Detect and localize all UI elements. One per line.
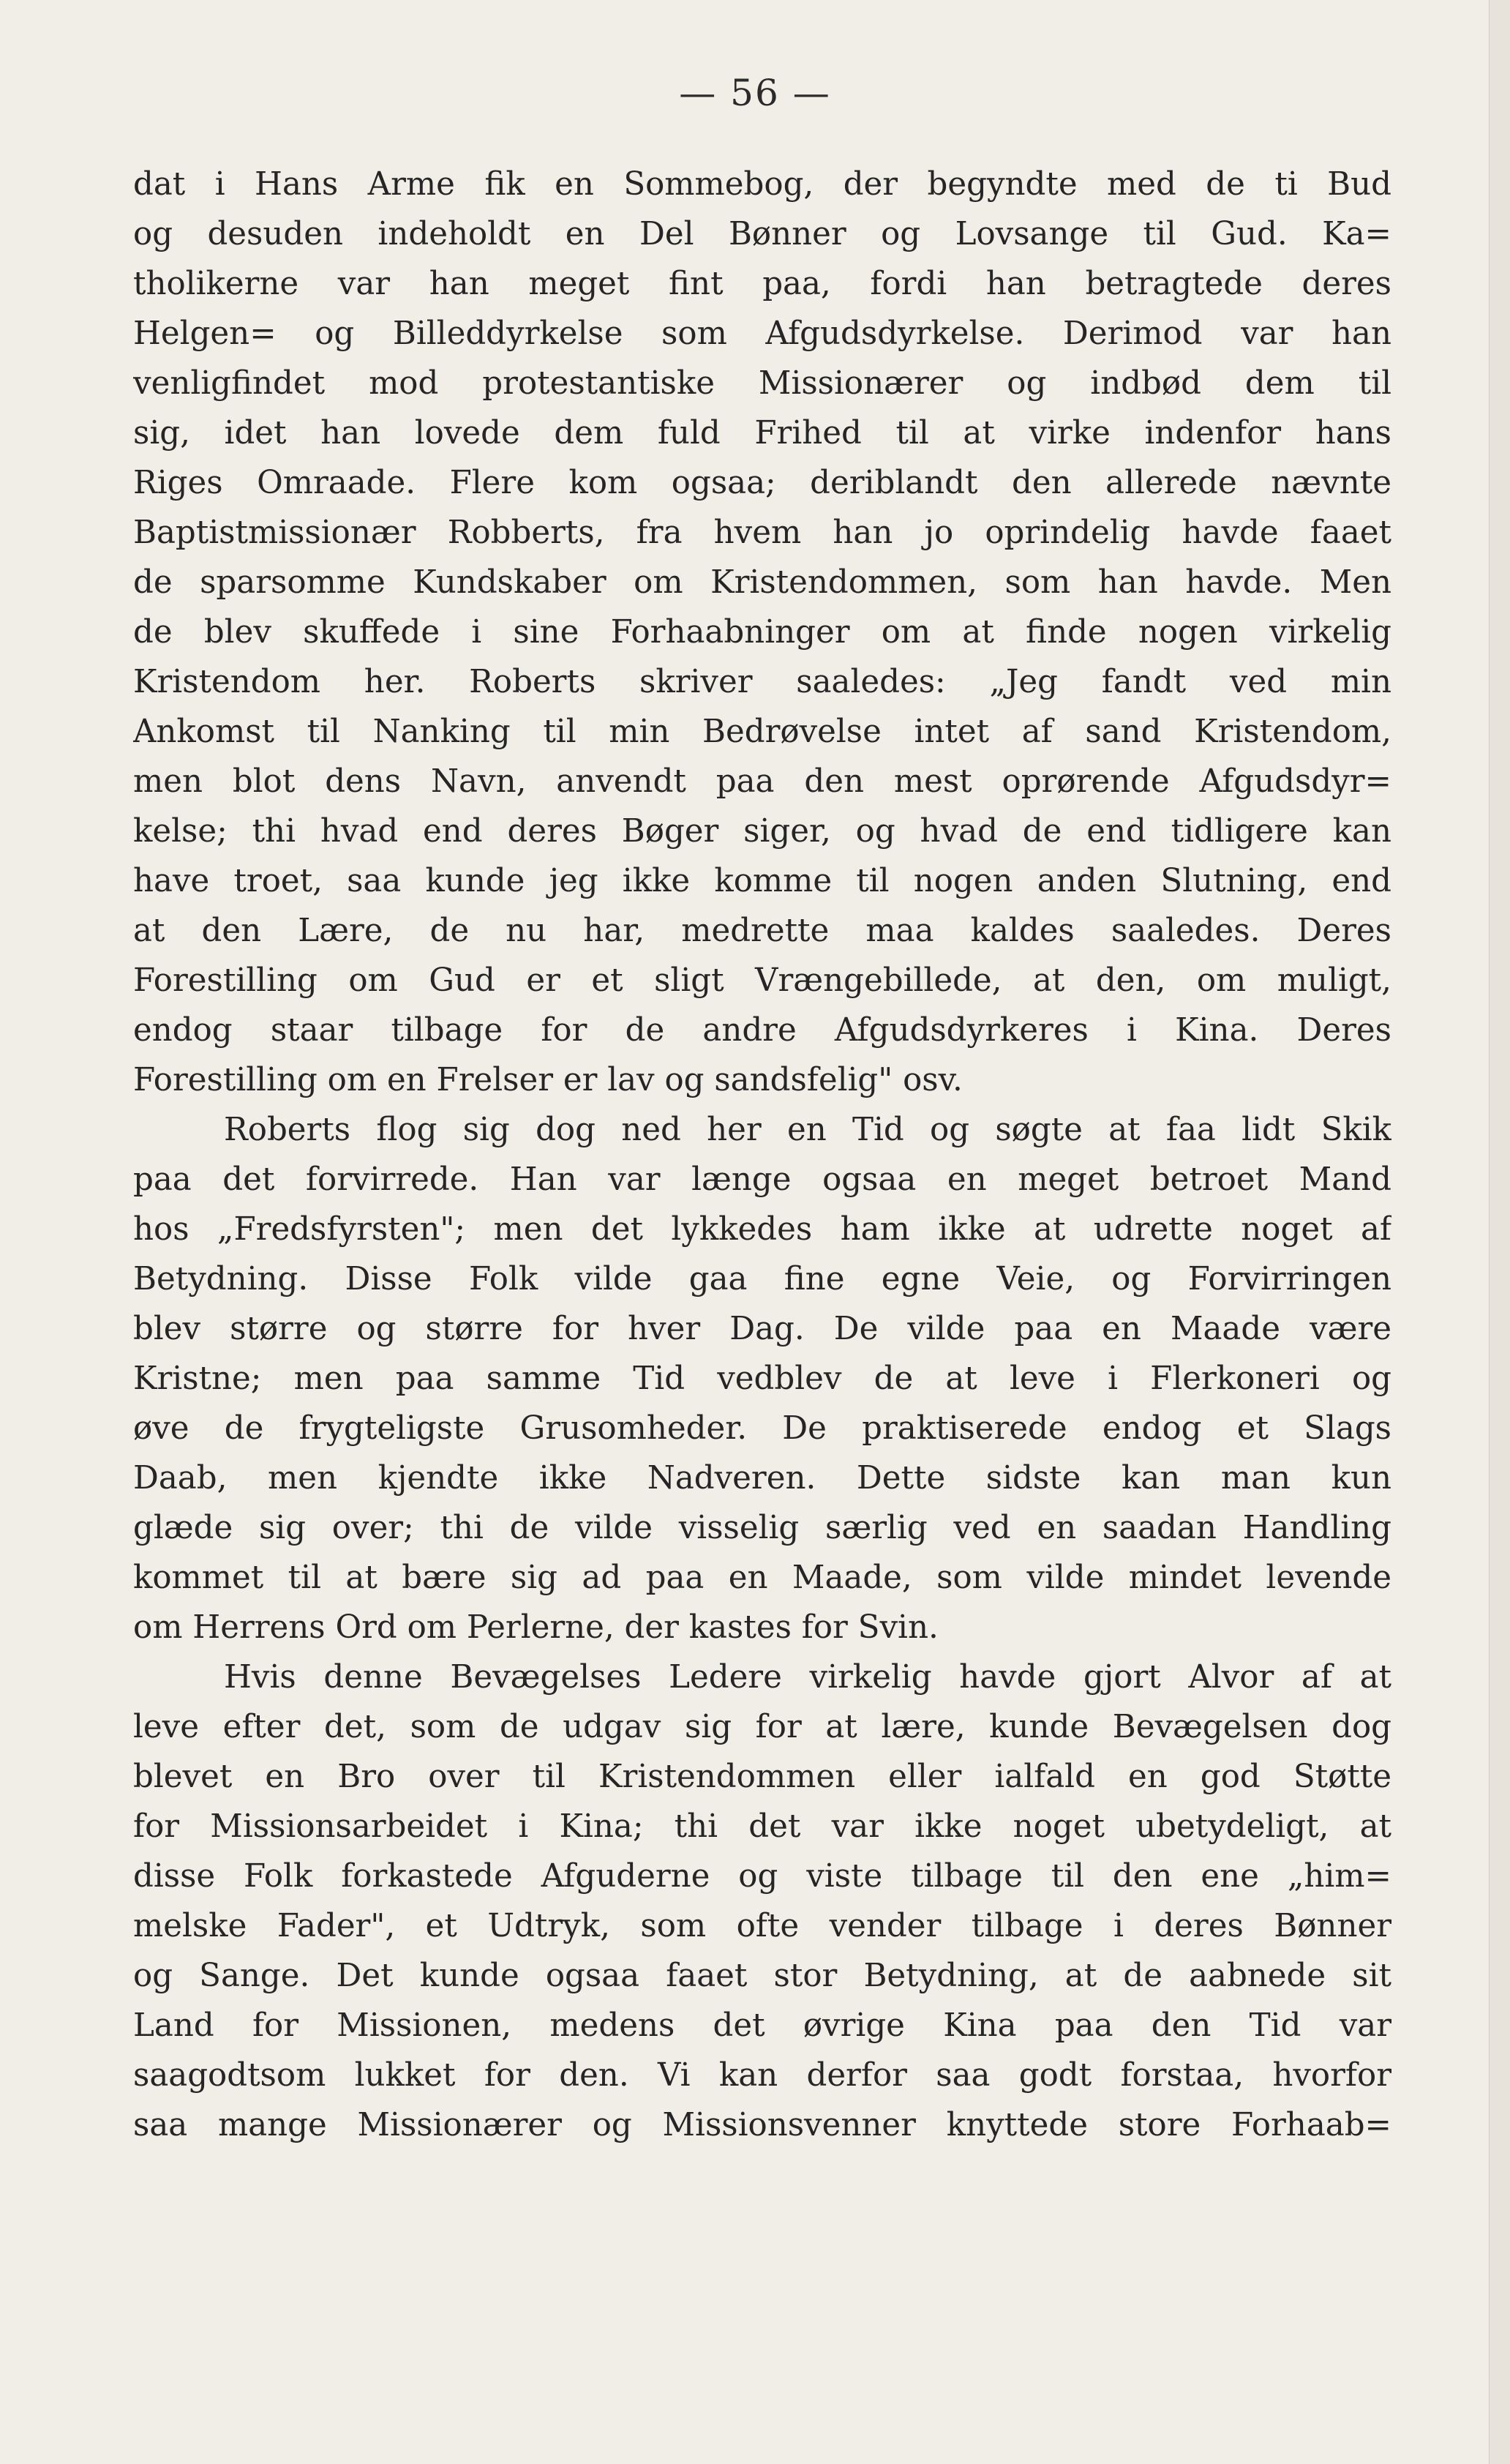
text-line: Hvis denne Bevægelses Ledere virkelig havde gjort Alvor af at bbox=[224, 1659, 1391, 1696]
paragraph-3 bbox=[133, 1652, 1391, 2150]
paragraph-2 bbox=[133, 1105, 1391, 1652]
text-line: Forestilling om en Frelser er lav og sandsfelig" osv. bbox=[133, 1062, 963, 1098]
text-line: kommet til at bære sig ad paa en Maade, som vilde mindet levende bbox=[133, 1559, 1391, 1596]
text-line: kelse; thi hvad end deres Bøger siger, og hvad de end tidligere kan bbox=[133, 813, 1391, 850]
text-line: Betydning. Disse Folk vilde gaa fine egne Veie, og Forvirringen bbox=[133, 1261, 1391, 1297]
text-line: at den Lære, de nu har, medrette maa kaldes saaledes. Deres bbox=[133, 913, 1391, 949]
text-line: hos „Fredsfyrsten"; men det lykkedes ham ikke at udrette noget af bbox=[133, 1211, 1391, 1248]
text-line: venligfindet mod protestantiske Missionærer og indbød dem til bbox=[133, 365, 1391, 402]
text-line: og desuden indeholdt en Del Bønner og Lovsange til Gud. Ka= bbox=[133, 216, 1391, 252]
text-line: paa det forvirrede. Han var længe ogsaa en meget betroet Mand bbox=[133, 1161, 1391, 1198]
text-line: Kristne; men paa samme Tid vedblev de at leve i Flerkoneri og bbox=[133, 1360, 1391, 1397]
text-line: saa mange Missionærer og Missionsvenner knyttede store Forhaab= bbox=[133, 2107, 1391, 2143]
page-number: — 56 — bbox=[679, 72, 831, 114]
text-line: saagodtsom lukket for den. Vi kan derfor saa godt forstaa, hvorfor bbox=[133, 2057, 1391, 2094]
text-line: øve de frygteligste Grusomheder. De praktiserede endog et Slags bbox=[133, 1410, 1391, 1447]
text-line: for Missionsarbeidet i Kina; thi det var ikke noget ubetydeligt, at bbox=[133, 1808, 1391, 1845]
text-line: melske Fader", et Udtryk, som ofte vender tilbage i deres Bønner bbox=[133, 1908, 1391, 1944]
text-line: blev større og større for hver Dag. De vilde paa en Maade være bbox=[133, 1311, 1391, 1347]
page-edge-shadow bbox=[1489, 0, 1510, 2464]
text-line: Roberts flog sig dog ned her en Tid og søgte at faa lidt Skik bbox=[224, 1112, 1391, 1148]
text-line: dat i Hans Arme fik en Sommebog, der begyndte med de ti Bud bbox=[133, 166, 1391, 203]
text-line: Forestilling om Gud er et sligt Vrængebillede, at den, om muligt, bbox=[133, 962, 1391, 999]
text-line: Helgen= og Billeddyrkelse som Afgudsdyrkelse. Derimod var han bbox=[133, 315, 1391, 352]
text-line: Daab, men kjendte ikke Nadveren. Dette sidste kan man kun bbox=[133, 1460, 1391, 1497]
text-line: glæde sig over; thi de vilde visselig særlig ved en saadan Handling bbox=[133, 1510, 1391, 1546]
text-line: om Herrens Ord om Perlerne, der kastes for Svin. bbox=[133, 1609, 939, 1646]
text-line: Kristendom her. Roberts skriver saaledes: „Jeg fandt ved min bbox=[133, 664, 1391, 700]
text-line: disse Folk forkastede Afguderne og viste tilbage til den ene „him= bbox=[133, 1858, 1391, 1895]
text-line: Riges Omraade. Flere kom ogsaa; deriblandt den allerede nævnte bbox=[133, 465, 1391, 501]
text-line: sig, idet han lovede dem fuld Frihed til at virke indenfor hans bbox=[133, 415, 1391, 452]
text-line: have troet, saa kunde jeg ikke komme til nogen anden Slutning, end bbox=[133, 863, 1391, 899]
text-line: Land for Missionen, medens det øvrige Kina paa den Tid var bbox=[133, 2007, 1391, 2044]
text-line: men blot dens Navn, anvendt paa den mest oprørende Afgudsdyr= bbox=[133, 763, 1391, 800]
text-line: Ankomst til Nanking til min Bedrøvelse intet af sand Kristendom, bbox=[133, 714, 1391, 750]
text-line: de blev skuffede i sine Forhaabninger om at finde nogen virkelig bbox=[133, 614, 1391, 651]
paragraph-1 bbox=[133, 160, 1391, 1105]
body-text bbox=[133, 160, 1391, 2150]
text-line: de sparsomme Kundskaber om Kristendommen, som han havde. Men bbox=[133, 564, 1391, 601]
text-line: leve efter det, som de udgav sig for at lære, kunde Bevægelsen dog bbox=[133, 1709, 1391, 1745]
text-line: og Sange. Det kunde ogsaa faaet stor Betydning, at de aabnede sit bbox=[133, 1958, 1391, 1994]
text-line: tholikerne var han meget fint paa, fordi han betragtede deres bbox=[133, 266, 1391, 302]
text-line: blevet en Bro over til Kristendommen eller ialfald en god Støtte bbox=[133, 1759, 1391, 1795]
text-line: endog staar tilbage for de andre Afgudsdyrkeres i Kina. Deres bbox=[133, 1012, 1391, 1049]
text-line: Baptistmissionær Robberts, fra hvem han jo oprindelig havde faaet bbox=[133, 514, 1391, 551]
